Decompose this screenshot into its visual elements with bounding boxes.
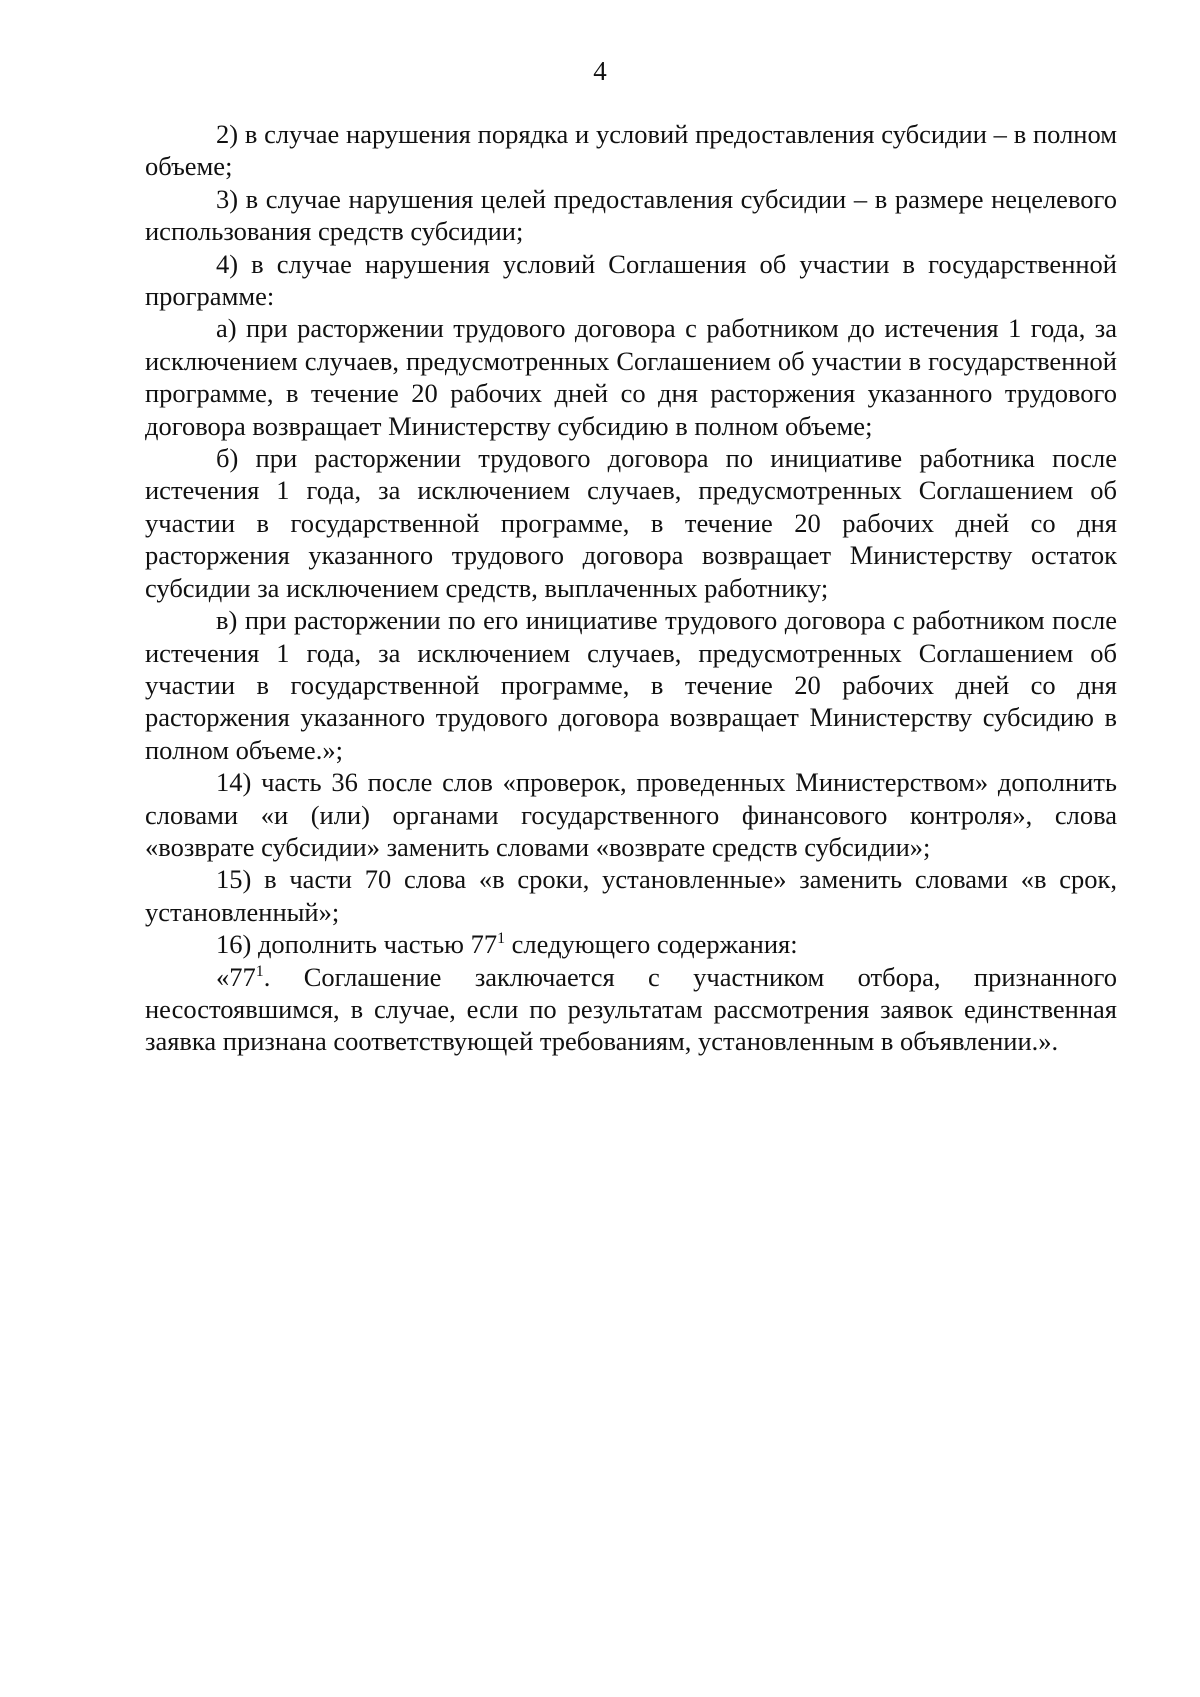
paragraph-item-3: 3) в случае нарушения целей предоставления субсидии – в размере нецелевого использования средств субсидии; bbox=[145, 183, 1117, 247]
paragraph-subitem-v: в) при расторжении по его инициативе трудового договора с работником после истечения 1 года, за исключением случаев, предусмотренных Соглашением об участии в государственной программе, в течение 20 рабочих дней со дня расторжения указанного трудового договора возвращает Министерству субсидию в полном объеме.»; bbox=[145, 605, 1117, 765]
paragraph-item-16-before: 16) дополнить частью 77 bbox=[216, 929, 498, 960]
superscript-mark: 1 bbox=[497, 930, 506, 948]
paragraph-item-16 bbox=[145, 928, 1117, 960]
paragraph-part-77-1 bbox=[145, 961, 1117, 1058]
superscript-mark: 1 bbox=[255, 962, 264, 980]
paragraph-item-16-after: следующего содержания: bbox=[505, 929, 798, 960]
paragraph-subitem-a: а) при расторжении трудового договора с работником до истечения 1 года, за исключением случаев, предусмотренных Соглашением об участии в государственной программе, в течение 20 рабочих дней со дня расторжения указанного трудового договора возвращает Министерству субсидию в полном объеме; bbox=[145, 313, 1117, 441]
paragraph-part-77-1-after: . Соглашение заключается с участником отбора, признанного несостоявшимся, в случае, если по результатам рассмотрения заявок единственная заявка признана соответствующей требованиям, установленным в объявлении.». bbox=[145, 961, 1117, 1057]
paragraph-part-77-1-before: «77 bbox=[216, 961, 256, 992]
paragraph-item-4: 4) в случае нарушения условий Соглашения об участии в государственной программе: bbox=[145, 248, 1117, 312]
paragraph-item-15: 15) в части 70 слова «в сроки, установленные» заменить словами «в срок, установленный»; bbox=[145, 864, 1117, 927]
page-number: 4 bbox=[593, 56, 607, 86]
paragraph-item-14: 14) часть 36 после слов «проверок, проведенных Министерством» дополнить словами «и (или) органами государственного финансового контроля», слова «возврате субсидии» заменить словами «возврате средств субсидии»; bbox=[145, 767, 1117, 862]
document-body bbox=[145, 118, 1117, 1058]
paragraph-subitem-b: б) при расторжении трудового договора по инициативе работника после истечения 1 года, за исключением случаев, предусмотренных Соглашением об участии в государственной программе, в течение 20 рабочих дней со дня расторжения указанного трудового договора возвращает Министерству остаток субсидии за исключением средств, выплаченных работнику; bbox=[145, 443, 1117, 603]
paragraph-item-2: 2) в случае нарушения порядка и условий предоставления субсидии – в полном объеме; bbox=[145, 119, 1117, 182]
